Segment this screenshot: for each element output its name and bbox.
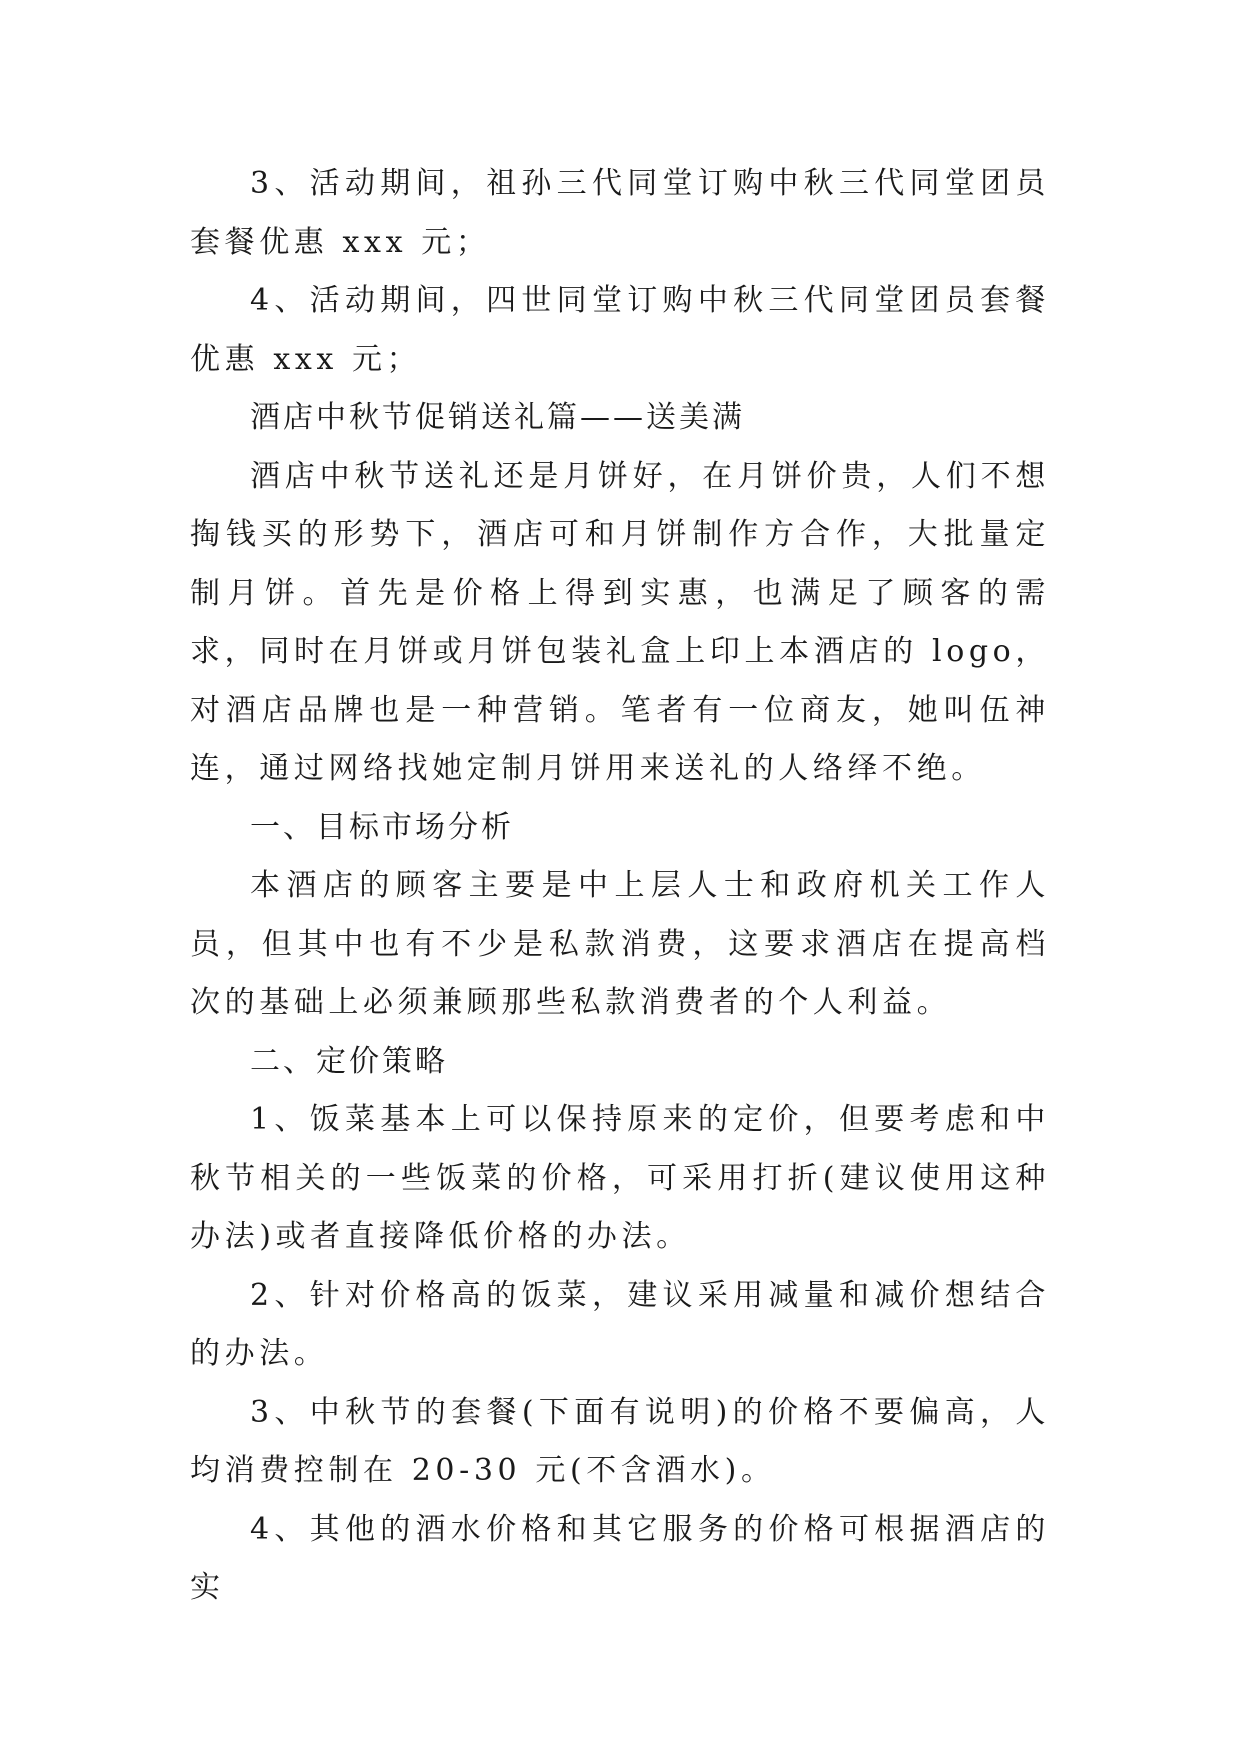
paragraph-pricing-4: 4、其他的酒水价格和其它服务的价格可根据酒店的实 xyxy=(190,1511,1050,1605)
section-heading-market-analysis: 一、目标市场分析 xyxy=(250,809,514,845)
paragraph-market-analysis: 本酒店的顾客主要是中上层人士和政府机关工作人员，但其中也有不少是私款消费，这要求酒店在提高档次的基础上必须兼顾那些私款消费者的个人利益。 xyxy=(190,868,1050,1020)
paragraph-pricing-3: 3、中秋节的套餐(下面有说明)的价格不要偏高，人均消费控制在 20-30 元(不含酒水)。 xyxy=(190,1394,1050,1488)
section-heading-gift: 酒店中秋节促销送礼篇——送美满 xyxy=(250,400,745,435)
paragraph-activity-4: 4、活动期间，四世同堂订购中秋三代同堂团员套餐优惠 xxx 元； xyxy=(190,283,1050,377)
paragraph-mooncake-gift: 酒店中秋节送礼还是月饼好，在月饼价贵，人们不想掏钱买的形势下，酒店可和月饼制作方合作，大批量定制月饼。首先是价格上得到实惠，也满足了顾客的需求，同时在月饼或月饼包装礼盒上印上本酒店的 logo，对酒店品牌也是一种营销。笔者有一位商友，她叫伍神连，通过网络找她定制月饼用来送礼的人络绎不绝。 xyxy=(190,458,1050,786)
document-body xyxy=(190,155,1050,1618)
paragraph-activity-3: 3、活动期间，祖孙三代同堂订购中秋三代同堂团员套餐优惠 xxx 元； xyxy=(190,166,1050,260)
section-heading-pricing: 二、定价策略 xyxy=(250,1043,448,1079)
paragraph-pricing-2: 2、针对价格高的饭菜，建议采用减量和减价想结合的办法。 xyxy=(190,1277,1050,1371)
paragraph-pricing-1: 1、饭菜基本上可以保持原来的定价，但要考虑和中秋节相关的一些饭菜的价格，可采用打折(建议使用这种办法)或者直接降低价格的办法。 xyxy=(190,1102,1050,1254)
